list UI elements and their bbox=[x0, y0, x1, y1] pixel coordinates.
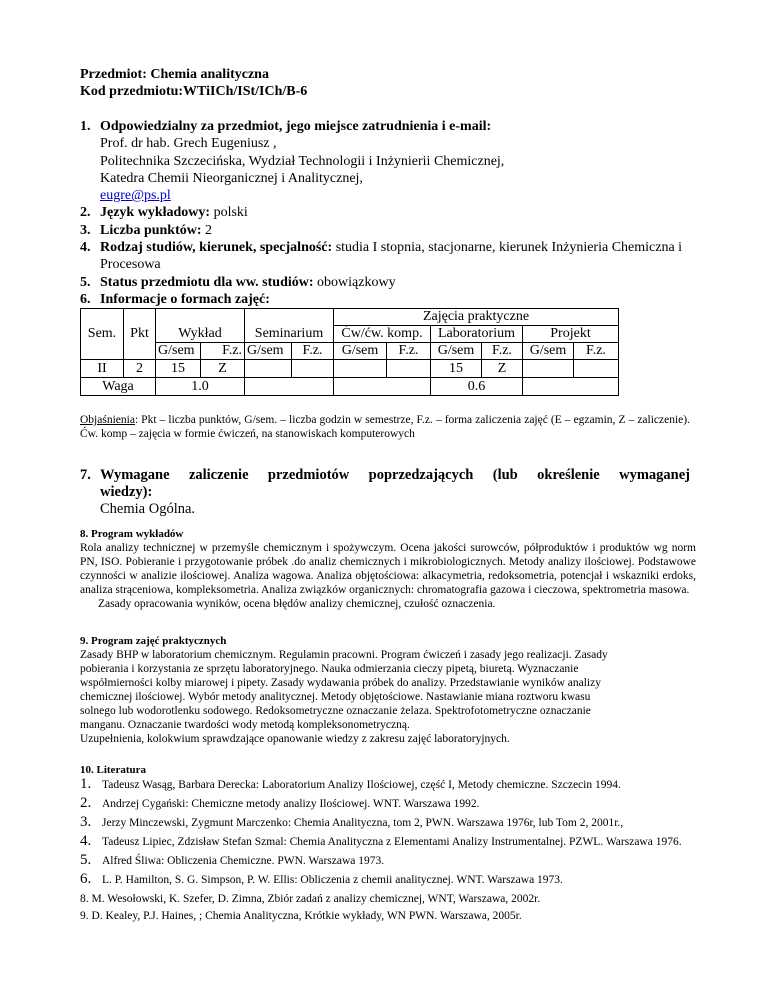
list-item: 1. Odpowiedzialny za przedmiot, jego miejsce zatrudnienia i e-mail: Prof. dr hab. Grech Eugeniusz , Politechnika Szczecińska, Wydział Technologii i Inżynierii Chemicznej, Katedra Chemii Nieorganicznej i Analitycznej, eugre@ps.pl bbox=[80, 118, 700, 204]
lecture-program-section: 8. Program wykładów Rola analizy technicznej w przemyśle chemicznym i spożywczym. Ocena jakości surowców, półproduktów i produktów wg norm PN, ISO. Pobieranie i przygotowanie próbek .do analiz chemicznych i mikrobiologicznych. Metody analizy ilościowej. Podstawowe czynności w analizie ilościowej. Analiza wagowa. Analiza objętościowa: alkacymetria, redoksometria, potencjał i wskazniki erdoks, analiza strąceniowa, kompleksometria. Analiza związków organicznych: chromatografia gazowa i cieczowa, spektrometria masowa. Zasady opracowania wyników, ocena błędów analizy chemicznej, czułość oznaczenia. bbox=[80, 528, 696, 610]
section-heading: 9. Program zajęć praktycznych bbox=[80, 635, 227, 647]
subject-code: Kod przedmiotu:WTiICh/ISt/ICh/B-6 bbox=[80, 84, 308, 99]
list-item: 2. Andrzej Cygański: Chemiczne metody analizy Ilościowej. WNT. Warszawa 1992. bbox=[80, 795, 480, 811]
responsible-org: Politechnika Szczecińska, Wydział Technologii i Inżynierii Chemicznej, bbox=[100, 153, 505, 169]
list-item: 5. Status przedmiotu dla ww. studiów: obowiązkowy bbox=[80, 274, 396, 290]
header-zajecia: Zajęcia praktyczne bbox=[334, 309, 619, 326]
prerequisites-value: Chemia Ogólna. bbox=[100, 501, 196, 517]
document-header bbox=[80, 66, 307, 100]
prerequisites-section: 7. Wymagane zaliczenie przedmiotów poprzedzających (lub określenie wymaganej wiedzy): Chemia Ogólna. bbox=[80, 467, 690, 517]
responsible-dept: Katedra Chemii Nieorganicznej i Analitycznej, bbox=[100, 170, 363, 186]
table-row: Waga 1.0 0.6 bbox=[81, 378, 619, 396]
item-label: Odpowiedzialny za przedmiot, jego miejsce zatrudnienia i e-mail: bbox=[100, 119, 492, 134]
course-forms-table: Sem. Pkt Wykład Seminarium Zajęcia praktyczne Ćw/ćw. komp. Laboratorium Projekt G/sem F.z. G/sem F.z. G/sem F.z. G/sem F.z. G/sem F.z. II 2 15 Z 15 Z Waga 1.0 0.6 bbox=[80, 308, 619, 396]
header-sem: Sem. bbox=[81, 309, 124, 360]
header-wyklad: Wykład bbox=[156, 309, 245, 343]
list-item: 2. Język wykładowy: polski bbox=[80, 205, 248, 221]
list-item: 6. L. P. Hamilton, S. G. Simpson, P. W. Ellis: Obliczenia z chemii analitycznej. WNT. Warszawa 1973. bbox=[80, 871, 563, 887]
responsible-name: Prof. dr hab. Grech Eugeniusz , bbox=[100, 136, 277, 152]
list-item: 3. Jerzy Minczewski, Zygmunt Marczenko: Chemia Analityczna, tom 2, PWN. Warszawa 1976r, lub Tom 2, 2001r., bbox=[80, 814, 624, 830]
list-item: 6. Informacje o formach zajęć: bbox=[80, 291, 270, 307]
header-lab: Laboratorium bbox=[431, 326, 523, 343]
table-row: II 2 15 Z 15 Z bbox=[81, 360, 619, 378]
practical-program-section: 9. Program zajęć praktycznych Zasady BHP w laboratorium chemicznym. Regulamin pracowni. Program ćwiczeń i zasady jego realizacji. Zasady pobierania i korzystania ze sprzętu laboratoryjnego. Nauka odmierzania cieczy pipetą, biuretą. Wyznaczanie współmierności kolby miarowej i pipety. Zasady wydawania próbek do analizy. Przedstawianie wyników analizy chemicznej ilościowej. Wybór metody analitycznej. Metody objętościowe. Nastawianie miana roztworu kwasu solnego lub wodorotlenku sodowego. Redoksometryczne oznaczanie żelaza. Spektrofotometryczne oznaczanie manganu. Oznaczanie twardości wody metodą kompleksonometryczną. Uzupełnienia, kolokwium sprawdzające opanowanie wiedzy z zakresu zajęć laboratoryjnych. bbox=[80, 634, 696, 746]
header-seminarium: Seminarium bbox=[245, 309, 334, 343]
list-item: 5. Alfred Śliwa: Obliczenia Chemiczne. PWN. Warszawa 1973. bbox=[80, 852, 385, 868]
list-item: 4. Tadeusz Lipiec, Zdzisław Stefan Szmal: Chemia Analityczna z Elementami Analizy Instrumentalnej. PZWL. Warszawa 1976. bbox=[80, 833, 682, 849]
header-cw: Ćw/ćw. komp. bbox=[334, 326, 431, 343]
info-list bbox=[80, 118, 700, 308]
list-item: 3. Liczba punktów: 2 bbox=[80, 222, 213, 238]
subject-title: Przedmiot: Chemia analityczna bbox=[80, 67, 269, 82]
table-explanation: Objaśnienia: Pkt – liczba punktów, G/sem. – liczba godzin w semestrze, F.z. – forma zaliczenia zajęć (E – egzamin, Z – zaliczenie). Ćw. komp – zajęcia w formie ćwiczeń, na stanowiskach komputerowych bbox=[80, 414, 690, 440]
literature-section bbox=[80, 762, 698, 926]
section-heading: 8. Program wykładów bbox=[80, 528, 184, 540]
header-projekt: Projekt bbox=[523, 326, 619, 343]
section-heading: 10. Literatura bbox=[80, 764, 146, 776]
list-item: 8. M. Wesołowski, K. Szefer, D. Zimna, Zbiór zadań z analizy chemicznej, WNT, Warszawa, 2002r. bbox=[80, 893, 541, 905]
list-item: 1. Tadeusz Wasąg, Barbara Derecka: Laboratorium Analizy Ilościowej, część I, Metody chemiczne. Szczecin 1994. bbox=[80, 776, 621, 792]
email-link[interactable]: eugre@ps.pl bbox=[100, 188, 171, 204]
prerequisites-title: Wymagane zaliczenie przedmiotów poprzedzających (lub określenie wymaganej bbox=[100, 467, 690, 483]
list-item: 4. Rodzaj studiów, kierunek, specjalność: studia I stopnia, stacjonarne, kierunek Inżynieria Chemiczna i Procesowa bbox=[80, 240, 683, 273]
list-item: 9. D. Kealey, P.J. Haines, ; Chemia Analityczna, Krótkie wykłady, WN PWN. Warszawa, 2005r. bbox=[80, 910, 522, 922]
header-pkt: Pkt bbox=[124, 309, 156, 360]
